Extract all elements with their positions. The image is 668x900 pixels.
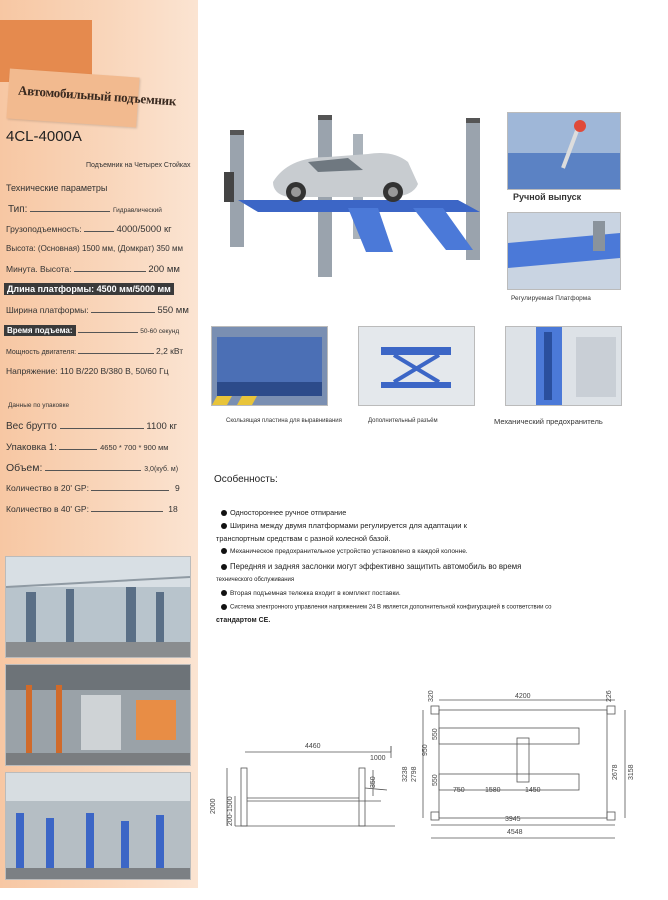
factory-photo-1	[5, 556, 191, 658]
pack-qty-20	[6, 483, 180, 493]
manual-release-photo	[507, 112, 621, 190]
adjustable-platform-photo	[507, 212, 621, 290]
pack-size-value: 4650 * 700 * 900 мм	[100, 443, 169, 452]
dim-3158: 3158	[628, 764, 635, 780]
feature-item-2	[221, 521, 467, 530]
spec-motor	[6, 346, 183, 356]
dim-350: 350	[370, 776, 377, 788]
spec-platform-width-value: 550 мм	[157, 305, 189, 316]
pack-qty-40-value: 18	[168, 504, 178, 514]
spec-platform-length-text: Длина платформы: 4500 мм/5000 мм	[4, 283, 174, 295]
pack-qty-40-label: Количество в 40' GP:	[6, 504, 89, 514]
dim-3945: 3945	[505, 816, 521, 823]
pack-volume	[6, 462, 178, 474]
pack-gross-label: Вес брутто	[6, 421, 57, 432]
feature-text: Система электронного управления напряжением 24 В является дополнительной конфигурацией в соответствии со	[230, 604, 552, 611]
caption-adjustable-platform: Регулируемая Платформа	[511, 295, 591, 302]
dim-750: 750	[453, 787, 465, 794]
extra-jack-photo	[358, 326, 475, 406]
spec-capacity-value: 4000/5000 кг	[116, 224, 172, 235]
dim-226: 226	[606, 690, 613, 702]
feature-item-4	[221, 562, 521, 571]
caption-extra-jack: Дополнительный разъём	[368, 418, 438, 424]
dim-550-bottom: 550	[432, 774, 439, 786]
dim-4548: 4548	[507, 829, 523, 836]
main-lift-image	[218, 112, 493, 287]
feature-item-3	[221, 548, 468, 555]
pack-qty-40	[6, 504, 178, 514]
spec-motor-value: 2,2 кВт	[156, 346, 184, 356]
feature-text: Ширина между двумя платформами регулируется для адаптации к	[230, 521, 467, 530]
feature-item-1	[221, 508, 346, 517]
dim-2000: 2000	[210, 798, 217, 814]
caption-mech-safety: Механический предохранитель	[494, 417, 603, 426]
spec-lift-time-value: 50-60 секунд	[140, 328, 180, 335]
bullet-icon	[221, 548, 227, 554]
sliding-plate-photo	[211, 326, 328, 406]
model-number: 4CL-4000A	[6, 128, 82, 145]
product-subtitle: Подъемник на Четырех Стойках	[86, 162, 191, 169]
dim-4460: 4460	[305, 743, 321, 750]
pack-qty-20-label: Количество в 20' GP:	[6, 483, 89, 493]
feature-item-6	[221, 604, 552, 611]
dim-2798: 2798	[411, 766, 418, 782]
spec-platform-width-label: Ширина платформы:	[6, 305, 89, 315]
pack-qty-20-value: 9	[174, 483, 180, 493]
dim-1000: 1000	[370, 755, 386, 762]
bullet-icon	[221, 590, 227, 596]
pack-size-label: Упаковка 1:	[6, 442, 57, 453]
feature-text: Механическое предохранительное устройство установлено в каждой колонне.	[230, 548, 468, 555]
dim-1450: 1450	[525, 787, 541, 794]
feature-text: Передняя и задняя заслонки могут эффективно защитить автомобиль во время	[230, 562, 522, 571]
spec-platform-length	[4, 284, 174, 294]
factory-photo-3	[5, 772, 191, 880]
spec-motor-label: Мощность двигателя:	[6, 349, 77, 356]
spec-type	[8, 204, 162, 215]
spec-lift-time	[4, 325, 179, 335]
spec-min-height-value: 200 мм	[148, 264, 180, 275]
packing-heading: Данные по упаковке	[8, 402, 70, 409]
specs-heading: Технические параметры	[6, 183, 108, 193]
caption-manual-release: Ручной выпуск	[513, 192, 582, 202]
dim-550-top: 550	[432, 728, 439, 740]
spec-type-label: Тип:	[8, 204, 28, 215]
page-title: Автомобильный подъемник	[17, 82, 177, 109]
caption-sliding-plate: Скользящая пластина для выравнивания	[226, 418, 342, 424]
pack-volume-value: 3,0(куб. м)	[144, 466, 179, 473]
bullet-icon	[221, 510, 227, 516]
bullet-icon	[221, 523, 227, 529]
spec-type-value: Гидравлический	[113, 207, 162, 214]
dim-4200: 4200	[515, 693, 531, 700]
features-title: Особенность:	[214, 474, 278, 485]
dim-1580: 1580	[485, 787, 501, 794]
spec-capacity-label: Грузоподъемность:	[6, 224, 82, 234]
pack-gross-value: 1100 кг	[146, 421, 178, 432]
feature-item-5	[221, 590, 401, 597]
spec-voltage: Напряжение: 110 В/220 В/380 В, 50/60 Гц	[6, 366, 169, 376]
bullet-icon	[221, 564, 227, 570]
spec-min-height-label: Минута. Высота:	[6, 264, 72, 274]
mech-safety-photo	[505, 326, 622, 406]
bullet-icon	[221, 604, 227, 610]
technical-drawing	[205, 690, 635, 860]
spec-lift-time-label: Время подъема:	[4, 325, 76, 336]
feature-item-6-cont: стандартом CE.	[216, 617, 271, 624]
feature-text: Вторая подъемная тележка входит в комплект поставки.	[230, 590, 401, 597]
feature-item-2-cont: транспортным средствам с разной колесной базой.	[216, 534, 391, 543]
spec-min-height	[6, 264, 180, 275]
dim-950: 950	[422, 744, 429, 756]
pack-gross	[6, 421, 177, 432]
feature-item-4-cont: технического обслуживания	[216, 577, 295, 583]
dim-200-1500: 200-1500	[227, 796, 234, 826]
pack-volume-label: Объем:	[6, 462, 43, 474]
spec-capacity	[6, 224, 172, 235]
spec-height: Высота: (Основная) 1500 мм, (Домкрат) 350 мм	[6, 244, 183, 253]
dim-2678: 2678	[612, 764, 619, 780]
factory-photo-2	[5, 664, 191, 766]
pack-size	[6, 442, 168, 453]
spec-platform-width	[6, 305, 189, 316]
dim-320: 320	[428, 690, 435, 702]
feature-text: Одностороннее ручное отпирание	[230, 508, 347, 517]
dim-3238: 3238	[402, 766, 409, 782]
